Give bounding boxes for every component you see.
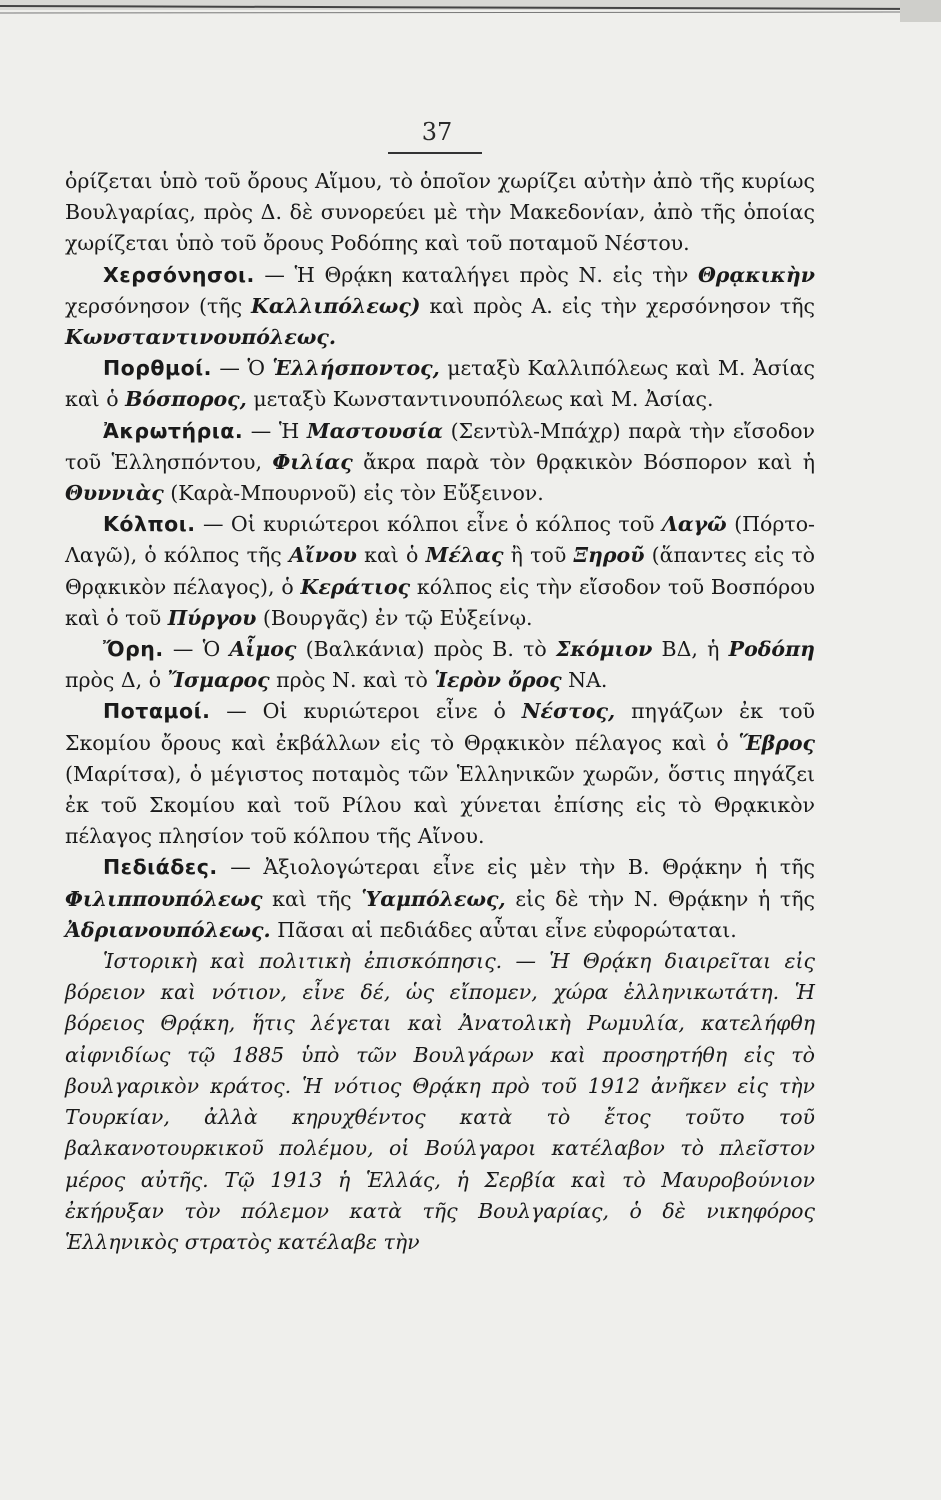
section-heading: Ἀκρωτήρια.: [103, 418, 244, 443]
place-name: Μαστουσία: [306, 418, 443, 443]
place-name: Αἷμος: [229, 637, 297, 662]
page-number: 37: [421, 118, 453, 146]
history-heading: Ἱστορικὴ καὶ πολιτικὴ ἐπισκόπησις.: [103, 949, 503, 974]
place-name: Καλλιπόλεως): [251, 293, 421, 318]
place-name: Σκόμιον: [555, 637, 653, 662]
place-name: Ροδόπη: [728, 637, 816, 662]
place-name: Ὑαμπόλεως,: [361, 886, 506, 911]
place-name: Θυννιὰς: [65, 481, 164, 506]
place-name: Φιλίας: [272, 449, 353, 474]
section-heading: Κόλποι.: [103, 512, 196, 537]
place-name: Κεράτιος: [300, 574, 411, 599]
place-name: Λαγῶ: [661, 512, 727, 537]
section-history: [65, 946, 815, 1258]
section-akrotiria: Ἀκρωτήρια. — Ἡ Μαστουσία (Σεντὺλ-Μπάχρ) παρὰ τὴν εἴσοδον τοῦ Ἑλλησπόντου, Φιλίας ἄκρα παρὰ τὸν θρᾳκικὸν Βόσπορον καὶ ἡ Θυννιὰς (Καρὰ-Μπουρνοῦ) εἰς τὸν Εὔξεινον.: [65, 418, 816, 506]
place-name: Ξηροῦ: [573, 543, 645, 568]
section-ori: Ὄρη. — Ὁ Αἷμος (Βαλκάνια) πρὸς Β. τὸ Σκόμιον ΒΔ, ἡ Ροδόπη πρὸς Δ, ὁ Ἴσμαρος πρὸς Ν. καὶ τὸ Ἱερὸν ὄρος ΝΑ.: [65, 637, 816, 693]
place-name: Ἑλλήσποντος,: [272, 356, 440, 381]
place-name: Κωνσταντινουπόλεως.: [65, 325, 336, 350]
place-name: Θρᾳκικὴν: [697, 262, 815, 287]
section-heading: Ὄρη.: [103, 637, 164, 662]
section-chersonisoi: Χερσόνησοι. — Ἡ Θρᾴκη καταλήγει πρὸς Ν. εἰς τὴν Θρᾳκικὴν χερσόνησον (τῆς Καλλιπόλεως) καὶ πρὸς Α. εἰς τὴν χερσόνησον τῆς Κωνσταντινουπόλεως.: [65, 262, 816, 350]
page-top-edge: [0, 0, 941, 22]
place-name: Βόσπορος,: [125, 387, 247, 412]
place-name: Ἀδριανουπόλεως.: [65, 917, 271, 942]
history-body: — Ἡ Θρᾴκη διαιρεῖται εἰς βόρειον καὶ νότιον, εἶνε δέ, ὡς εἴπομεν, χώρα ἑλληνικωτάτη. Ἡ βόρειος Θρᾴκη, ἥτις λέγεται καὶ Ἀνατολικὴ Ρωμυλία, κατελήφθη αἰφνιδίως τῷ 1885 ὑπὸ τῶν Βουλγάρων καὶ προσηρτήθη εἰς τὸ βουλγαρικὸν κράτος. Ἡ νότιος Θρᾴκη πρὸ τοῦ 1912 ἀνῆκεν εἰς τὴν Τουρκίαν, ἀλλὰ κηρυχθέντος κατὰ τὸ ἔτος τοῦτο τοῦ βαλκανοτουρκικοῦ πολέμου, οἱ Βούλγαροι κατέλαβον τὸ πλεῖστον μέρος αὐτῆς. Τῷ 1913 ἡ Ἑλλάς, ἡ Σερβία καὶ τὸ Μαυροβούνιον ἐκήρυξαν τὸν πόλεμον κατὰ τῆς Βουλγαρίας, ὁ δὲ νικηφόρος Ἑλληνικὸς στρατὸς κατέλαβε τὴν: [65, 949, 815, 1254]
place-name: Φιλιππουπόλεως: [65, 886, 263, 911]
intro-paragraph: ὁρίζεται ὑπὸ τοῦ ὄρους Αἵμου, τὸ ὁποῖον χωρίζει αὐτὴν ἀπὸ τῆς κυρίως Βουλγαρίας, πρὸς Δ. δὲ συνορεύει μὲ τὴν Μακεδονίαν, ἀπὸ τῆς ὁποίας χωρίζεται ὑπὸ τοῦ ὄρους Ροδόπης καὶ τοῦ ποταμοῦ Νέστου.: [65, 169, 815, 256]
section-heading: Πορθμοί.: [103, 356, 212, 381]
section-potamoi: Ποταμοί. — Οἱ κυριώτεροι εἶνε ὁ Νέστος, πηγάζων ἐκ τοῦ Σκομίου ὄρους καὶ ἐκβάλλων εἰς τὸ Θρᾳκικὸν πέλαγος καὶ ὁ Ἕβρος (Μαρίτσα), ὁ μέγιστος ποταμὸς τῶν Ἑλληνικῶν χωρῶν, ὅστις πηγάζει ἐκ τοῦ Σκομίου καὶ τοῦ Ρίλου καὶ χύνεται ἐπίσης εἰς τὸ Θρᾳκικὸν πέλαγος πλησίον τοῦ κόλπου τῆς Αἴνου.: [65, 699, 815, 849]
page-number-rule: [388, 152, 482, 154]
place-name: Ἴσμαρος: [167, 668, 270, 693]
place-name: Πύργου: [167, 605, 257, 630]
place-name: Αἴνου: [288, 543, 357, 568]
section-pediades: Πεδιάδες. — Ἀξιολογώτεραι εἶνε εἰς μὲν τὴν Β. Θρᾴκην ἡ τῆς Φιλιππουπόλεως καὶ τῆς Ὑαμπόλεως, εἰς δὲ τὴν Ν. Θρᾴκην ἡ τῆς Ἀδριανουπόλεως. Πᾶσαι αἱ πεδιάδες αὗται εἶνε εὐφορώταται.: [65, 855, 815, 942]
section-porthmoi: Πορθμοί. — Ὁ Ἑλλήσποντος, μεταξὺ Καλλιπόλεως καὶ Μ. Ἀσίας καὶ ὁ Βόσπορος, μεταξὺ Κωνσταντινουπόλεως καὶ Μ. Ἀσίας.: [65, 356, 815, 412]
section-heading: Ποταμοί.: [103, 699, 211, 724]
page-text: [65, 166, 815, 1258]
place-name: Μέλας: [425, 543, 504, 568]
section-heading: Χερσόνησοι.: [103, 262, 255, 287]
place-name: Νέστος,: [521, 699, 616, 724]
place-name: Ἱερὸν ὄρος: [434, 668, 562, 693]
section-heading: Πεδιάδες.: [103, 855, 218, 880]
section-kolpoi: Κόλποι. — Οἱ κυριώτεροι κόλποι εἶνε ὁ κόλπος τοῦ Λαγῶ (Πόρτο-Λαγῶ), ὁ κόλπος τῆς Αἴνου καὶ ὁ Μέλας ἢ τοῦ Ξηροῦ (ἅπαντες εἰς τὸ Θρᾳκικὸν πέλαγος), ὁ Κεράτιος κόλπος εἰς τὴν εἴσοδον τοῦ Βοσπόρου καὶ ὁ τοῦ Πύργου (Βουργᾶς) ἐν τῷ Εὐξείνῳ.: [65, 512, 815, 630]
place-name: Ἕβρος: [738, 730, 815, 755]
